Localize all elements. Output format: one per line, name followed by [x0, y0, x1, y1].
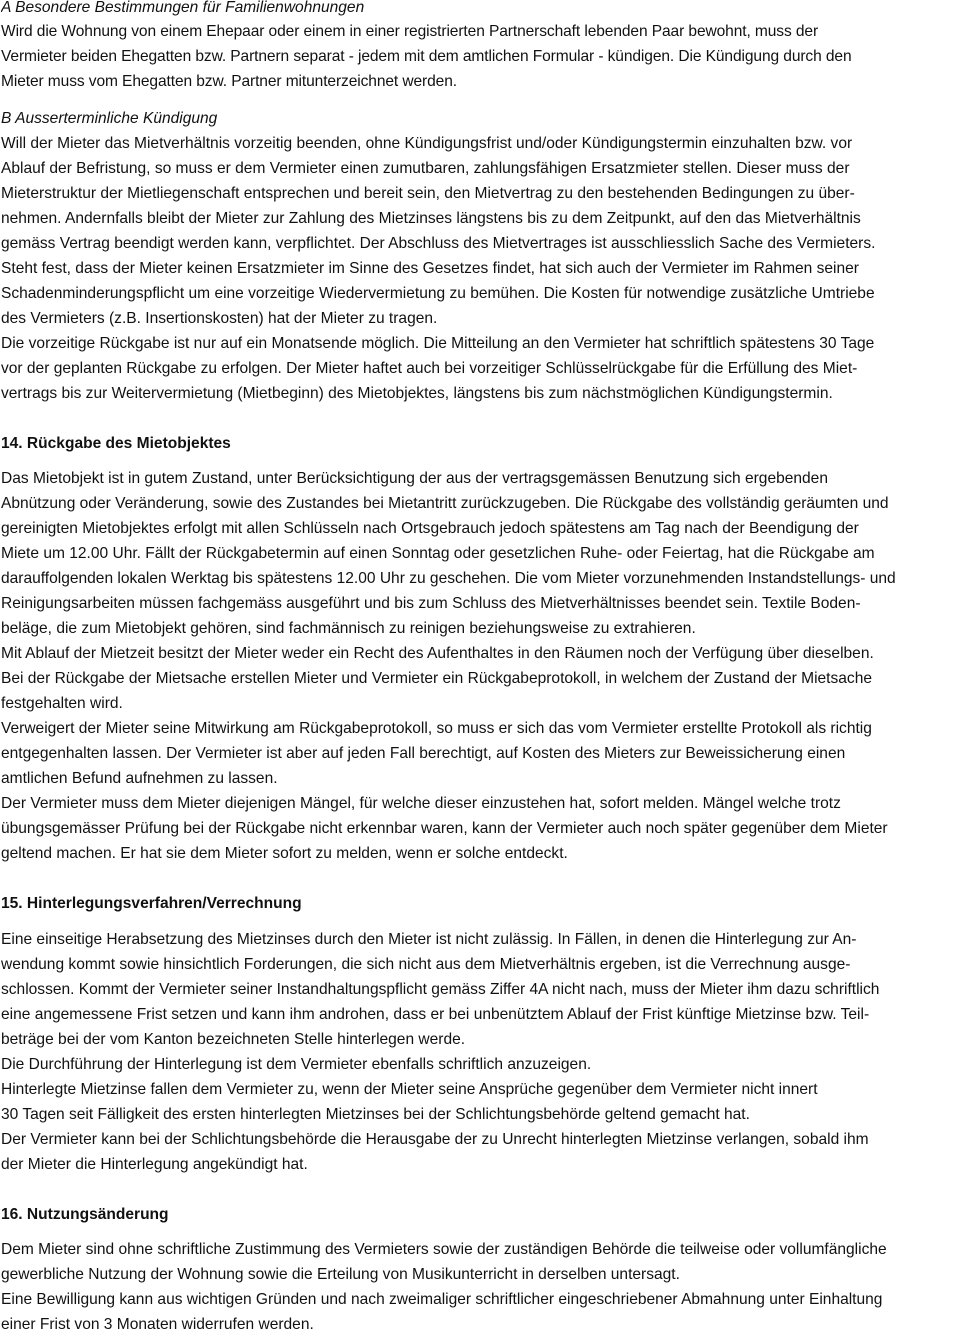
section-14-line-11: Verweigert der Mieter seine Mitwirkung am Rückgabeprotokoll, so muss er sich das vom Vermieter erstellte Protokoll als richtig	[1, 720, 872, 737]
section-b-line-7: Schadenminderungspflicht um eine vorzeitige Wiedervermietung zu bemühen. Die Kosten für notwendige zusätzliche Umtriebe	[1, 285, 875, 302]
section-15-line-5: beträge bei der vom Kanton bezeichneten Stelle hinterlegen werde.	[1, 1031, 466, 1048]
section-14-line-13: amtlichen Befund aufnehmen zu lassen.	[1, 770, 278, 787]
section-14-line-9: Bei der Rückgabe der Mietsache erstellen Mieter und Vermieter ein Rückgabeprotokoll, in welchem der Zustand der Mietsache	[1, 670, 872, 687]
section-b-line-5: gemäss Vertrag beendigt werden kann, verpflichtet. Der Abschluss des Mietvertrages ist ausschliesslich Sache des Vermieters.	[1, 235, 876, 252]
section-14-line-12: entgegenhalten lassen. Der Vermieter ist aber auf jeden Fall berechtigt, auf Kosten des Mieters zur Beweissicherung einen	[1, 745, 846, 762]
section-15-line-1: Eine einseitige Herabsetzung des Mietzinses durch den Mieter ist nicht zulässig. In Fällen, in denen die Hinterlegung zur An-	[1, 931, 857, 948]
section-14-line-2: Abnützung oder Veränderung, sowie des Zustandes bei Mietantritt zurückzugeben. Die Rückgabe des vollständig geräumten und	[1, 495, 889, 512]
section-b-line-3: Mieterstruktur der Mietliegenschaft entsprechen und bereit sein, den Mietvertrag zu den bestehenden Bedingungen zu über-	[1, 185, 855, 202]
section-b-line-11: vertrags bis zur Weitervermietung (Mietbeginn) des Mietobjektes, längstens bis zum nächstmöglichen Kündigungstermin.	[1, 385, 833, 402]
section-16-line-2: gewerbliche Nutzung der Wohnung sowie die Erteilung von Musikunterricht in derselben untersagt.	[1, 1266, 680, 1283]
section-15-line-2: wendung kommt sowie hinsichtlich Forderungen, die sich nicht aus dem Mietverhältnis ergeben, ist die Verrechnung ausge-	[1, 956, 851, 973]
section-16-line-4: einer Frist von 3 Monaten widerrufen werden.	[1, 1316, 314, 1333]
section-b-line-8: des Vermieters (z.B. Insertionskosten) hat der Mieter zu tragen.	[1, 310, 438, 327]
section-15-line-6: Die Durchführung der Hinterlegung ist dem Vermieter ebenfalls schriftlich anzuzeigen.	[1, 1056, 592, 1073]
section-a-line-2: Vermieter beiden Ehegatten bzw. Partnern separat - jedem mit dem amtlichen Formular - kündigen. Die Kündigung durch den	[1, 48, 852, 65]
section-14-heading: 14. Rückgabe des Mietobjektes	[1, 435, 231, 452]
section-15-line-3: schlossen. Kommt der Vermieter seiner Instandhaltungspflicht gemäss Ziffer 4A nicht nach, muss der Mieter ihm dazu schriftlich	[1, 981, 880, 998]
section-14-line-1: Das Mietobjekt ist in gutem Zustand, unter Berücksichtigung der aus der vertragsgemässen Benutzung sich ergebenden	[1, 470, 828, 487]
section-b-heading: B Ausserterminliche Kündigung	[1, 110, 218, 127]
section-14-line-10: festgehalten wird.	[1, 695, 123, 712]
section-14-line-6: Reinigungsarbeiten müssen fachgemäss ausgeführt und bis zum Schluss des Mietverhältnisses beendet sein. Textile Boden-	[1, 595, 861, 612]
section-b-line-2: Ablauf der Befristung, so muss er dem Vermieter einen zumutbaren, zahlungsfähigen Ersatzmieter stellen. Dieser muss der	[1, 160, 850, 177]
section-14-line-3: gereinigten Mietobjektes erfolgt mit allen Schlüsseln nach Ortsgebrauch jedoch spätestens am Tag nach der Beendigung der	[1, 520, 859, 537]
section-a-heading: A Besondere Bestimmungen für Familienwohnungen	[1, 0, 365, 16]
section-15-line-8: 30 Tagen seit Fälligkeit des ersten hinterlegten Mietzinses bei der Schlichtungsbehörde geltend gemacht hat.	[1, 1106, 750, 1123]
section-15-line-9: Der Vermieter kann bei der Schlichtungsbehörde die Herausgabe der zu Unrecht hinterlegten Mietzinse verlangen, sobald ihm	[1, 1131, 869, 1148]
section-15-heading: 15. Hinterlegungsverfahren/Verrechnung	[1, 895, 302, 912]
section-a-line-3: Mieter muss vom Ehegatten bzw. Partner mitunterzeichnet werden.	[1, 73, 457, 90]
section-b-line-1: Will der Mieter das Mietverhältnis vorzeitig beenden, ohne Kündigungsfrist und/oder Kündigungstermin einzuhalten bzw. vor	[1, 135, 853, 152]
section-14-line-7: beläge, die zum Mietobjekt gehören, sind fachmännisch zu reinigen beziehungsweise zu extrahieren.	[1, 620, 696, 637]
section-15-line-4: eine angemessene Frist setzen und kann ihm androhen, dass er bei unbenütztem Ablauf der Frist künftige Mietzinse bzw. Teil-	[1, 1006, 870, 1023]
section-b-line-4: nehmen. Andernfalls bleibt der Mieter zur Zahlung des Mietzinses längstens bis zu dem Zeitpunkt, auf den das Mietverhältnis	[1, 210, 861, 227]
section-14-line-5: darauffolgenden lokalen Werktag bis spätestens 12.00 Uhr zu geschehen. Die vom Mieter vorzunehmenden Instandstellungs- und	[1, 570, 896, 587]
section-14-line-15: übungsgemässer Prüfung bei der Rückgabe nicht erkennbar waren, kann der Vermieter auch noch später gegenüber dem Mieter	[1, 820, 888, 837]
section-b-line-9: Die vorzeitige Rückgabe ist nur auf ein Monatsende möglich. Die Mitteilung an den Vermieter hat schriftlich spätestens 30 Tage	[1, 335, 875, 352]
section-16-line-3: Eine Bewilligung kann aus wichtigen Gründen und nach zweimaliger schriftlicher eingeschriebener Abmahnung unter Einhaltung	[1, 1291, 883, 1308]
section-b-line-6: Steht fest, dass der Mieter keinen Ersatzmieter im Sinne des Gesetzes findet, hat sich auch der Vermieter im Rahmen seiner	[1, 260, 859, 277]
section-14-line-8: Mit Ablauf der Mietzeit besitzt der Mieter weder ein Recht des Aufenthaltes in den Räumen noch der Verfügung über dieselben.	[1, 645, 874, 662]
section-15-line-10: der Mieter die Hinterlegung angekündigt hat.	[1, 1156, 308, 1173]
section-15-line-7: Hinterlegte Mietzinse fallen dem Vermieter zu, wenn der Mieter seine Ansprüche gegenüber dem Vermieter nicht innert	[1, 1081, 818, 1098]
section-16-line-1: Dem Mieter sind ohne schriftliche Zustimmung des Vermieters sowie der zuständigen Behörde die teilweise oder vollumfängliche	[1, 1241, 887, 1258]
section-a-line-1: Wird die Wohnung von einem Ehepaar oder einem in einer registrierten Partnerschaft lebenden Paar bewohnt, muss der	[1, 23, 819, 40]
section-14-line-14: Der Vermieter muss dem Mieter diejenigen Mängel, für welche dieser einzustehen hat, sofort melden. Mängel welche trotz	[1, 795, 841, 812]
section-b-line-10: vor der geplanten Rückgabe zu erfolgen. Der Mieter haftet auch bei vorzeitiger Schlüsselrückgabe für die Erfüllung des Miet-	[1, 360, 858, 377]
section-14-line-4: Miete um 12.00 Uhr. Fällt der Rückgabetermin auf einen Sonntag oder gesetzlichen Ruhe- oder Feiertag, hat die Rückgabe am	[1, 545, 875, 562]
section-14-line-16: geltend machen. Er hat sie dem Mieter sofort zu melden, wenn er solche entdeckt.	[1, 845, 568, 862]
section-16-heading: 16. Nutzungsänderung	[1, 1206, 169, 1223]
